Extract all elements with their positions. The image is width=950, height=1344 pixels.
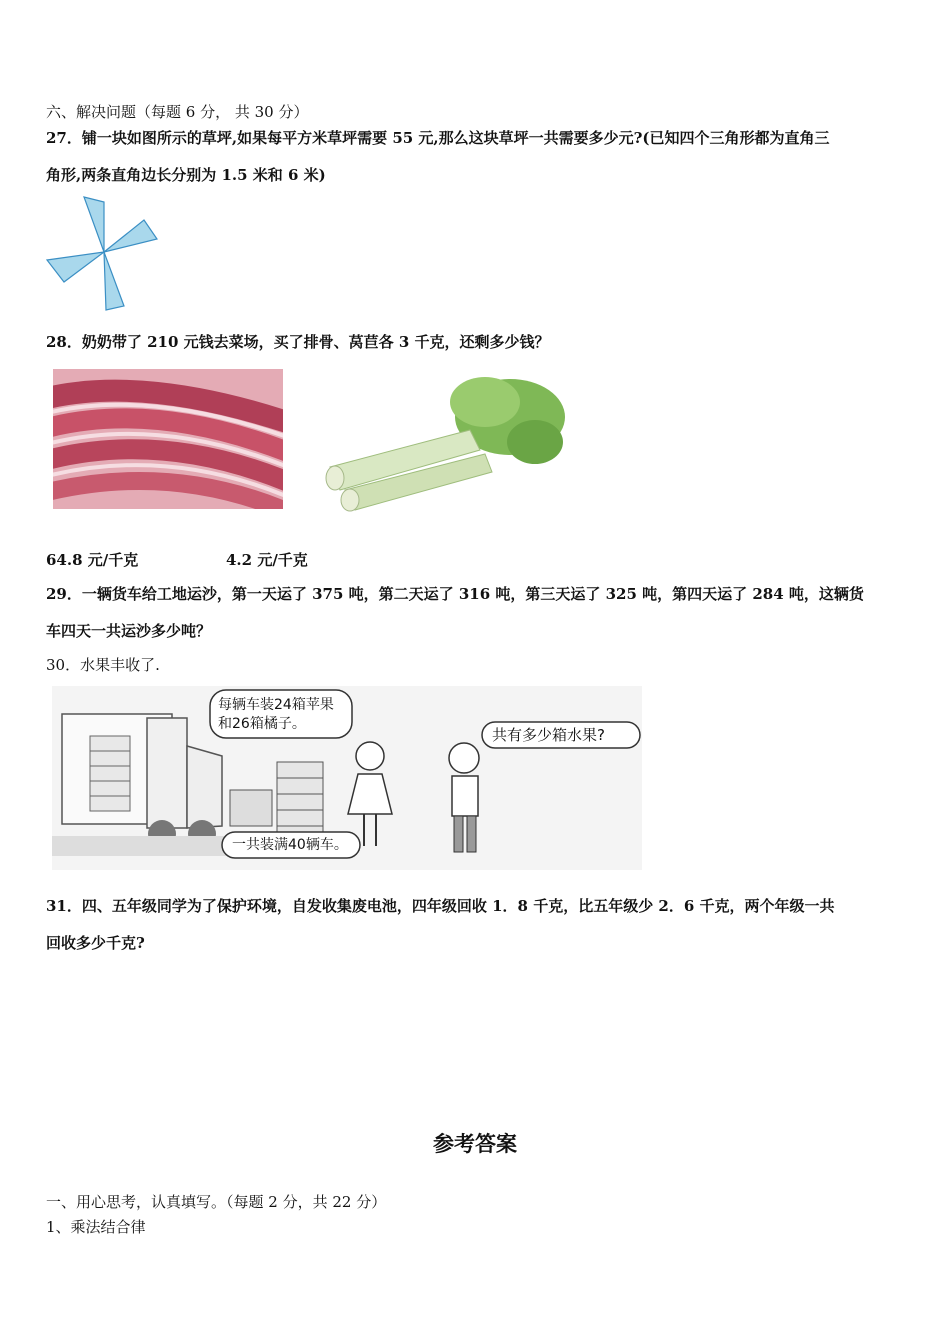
question-29-line1: 29．一辆货车给工地运沙，第一天运了 375 吨，第二天运了 316 吨，第三天运了 325 吨，第四天运了 284 吨，这辆货 xyxy=(46,585,864,603)
speech-bubble-2: 共有多少箱水果? xyxy=(492,726,605,744)
question-31-line2: 回收多少千克? xyxy=(46,934,145,952)
speech-bubble-3: 一共装满40辆车。 xyxy=(232,837,348,853)
question-27-line2: 角形,两条直角边长分别为 1.5 米和 6 米) xyxy=(46,166,326,184)
question-27-line1: 27．铺一块如图所示的草坪,如果每平方米草坪需要 55 元,那么这块草坪一共需要多少元?(已知四个三角形都为直角三 xyxy=(46,129,830,147)
speech-bubble-1-line1: 每辆车装24箱苹果 xyxy=(218,697,334,713)
question-29-line2: 车四天一共运沙多少吨？ xyxy=(46,622,212,640)
pinwheel-lawn-figure xyxy=(44,194,162,312)
fruit-truck-illustration xyxy=(52,686,642,870)
price-ribs: 64.8 元/千克 xyxy=(46,551,139,569)
lettuce-stem-image xyxy=(320,372,565,512)
question-31-line1: 31．四、五年级同学为了保护环境，自发收集废电池，四年级回收 1．8 千克，比五年级少 2．6 千克，两个年级一共 xyxy=(46,897,835,915)
price-lettuce: 4.2 元/千克 xyxy=(226,551,308,569)
speech-bubble-1-line2: 和26箱橘子。 xyxy=(218,716,306,732)
answer-1: 1、乘法结合律 xyxy=(46,1218,146,1236)
answers-section-1: 一、用心思考，认真填写。（每题 2 分，共 22 分） xyxy=(46,1193,387,1211)
section-heading: 六、解决问题（每题 6 分， 共 30 分） xyxy=(46,103,309,121)
question-28: 28．奶奶带了 210 元钱去菜场，买了排骨、莴苣各 3 千克，还剩多少钱？ xyxy=(46,333,550,351)
question-30: 30．水果丰收了. xyxy=(46,656,160,674)
pork-ribs-image xyxy=(53,369,283,509)
answers-title: 参考答案 xyxy=(433,1132,517,1156)
